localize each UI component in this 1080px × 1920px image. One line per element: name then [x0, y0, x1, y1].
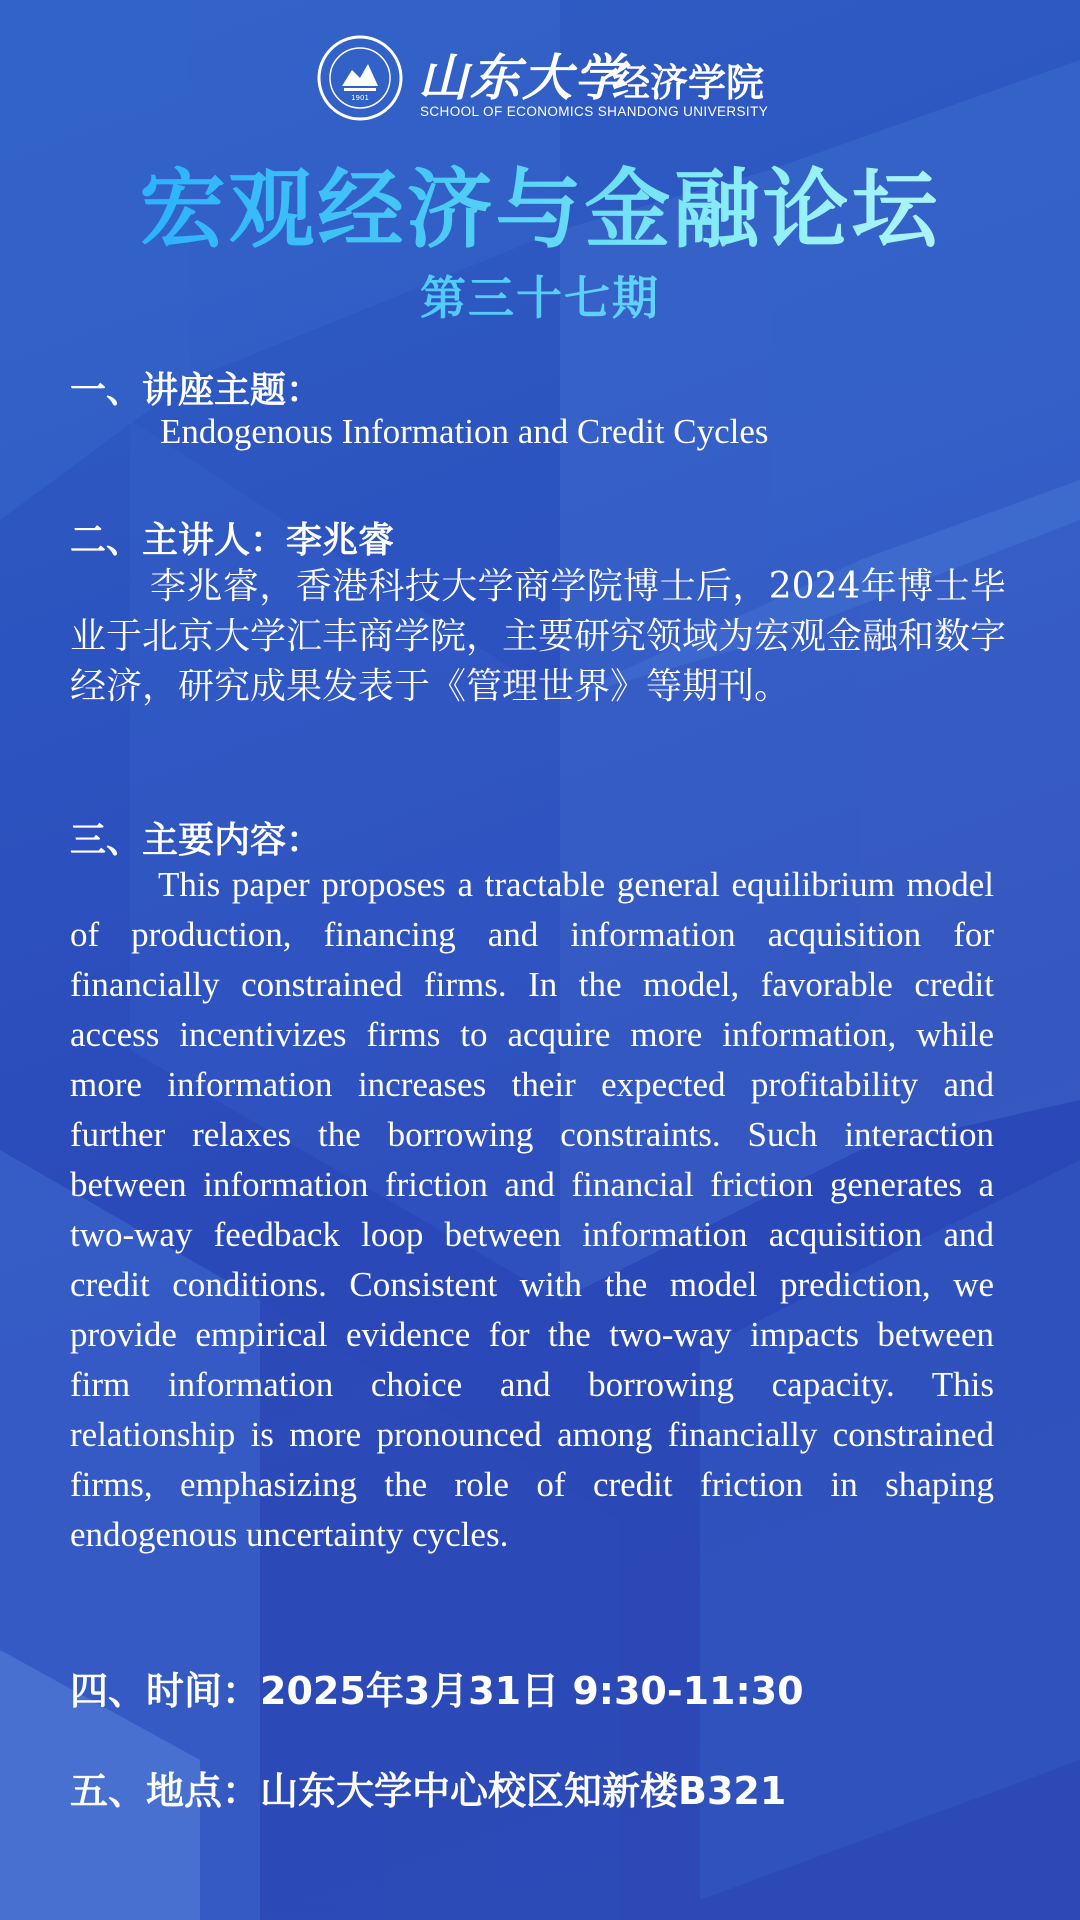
- content-heading: 三、主要内容：: [70, 820, 323, 861]
- speaker-bio: 李兆睿，香港科技大学商学院博士后，2024年博士毕业于北京大学汇丰商学院，主要研究领域为宏观金融和数字经济，研究成果发表于《管理世界》等期刊。: [70, 566, 1007, 707]
- speaker-heading: 二、主讲人：李兆睿: [70, 520, 395, 561]
- school-name: 经济学院: [612, 61, 765, 105]
- university-emblem-icon: [316, 34, 404, 122]
- forum-title: 宏观经济与金融论坛: [0, 140, 1080, 264]
- lecture-topic: Endogenous Information and Credit Cycles: [160, 412, 769, 451]
- abstract-text: This paper proposes a tractable general equilibrium model of production, financing and information acquisition for financially constrained firms. In the model, favorable credit access incentivizes firms to acquire more information, while more information increases their expected profitability and further relaxes the borrowing constraints. Such interaction between information friction and financial friction generates a two-way feedback loop between information acquisition and credit conditions. Consistent with the model prediction, we provide empirical evidence for the two-way impacts between firm information choice and borrowing capacity. This relationship is more pronounced among financially constrained firms, emphasizing the role of credit friction in shaping endogenous uncertainty cycles.: [70, 865, 994, 1554]
- topic-heading: 一、讲座主题：: [70, 370, 323, 411]
- emblem-year: 1901: [351, 94, 369, 102]
- location-info: 五、地点：山东大学中心校区知新楼B321: [70, 1769, 787, 1813]
- time-info: 四、时间：2025年3月31日 9:30-11:30: [70, 1669, 804, 1713]
- header: [0, 30, 1080, 130]
- university-name: 山东大学: [418, 48, 626, 107]
- issue-number: 第三十七期: [0, 262, 1080, 328]
- school-english-name: SCHOOL OF ECONOMICS SHANDONG UNIVERSITY: [420, 104, 769, 119]
